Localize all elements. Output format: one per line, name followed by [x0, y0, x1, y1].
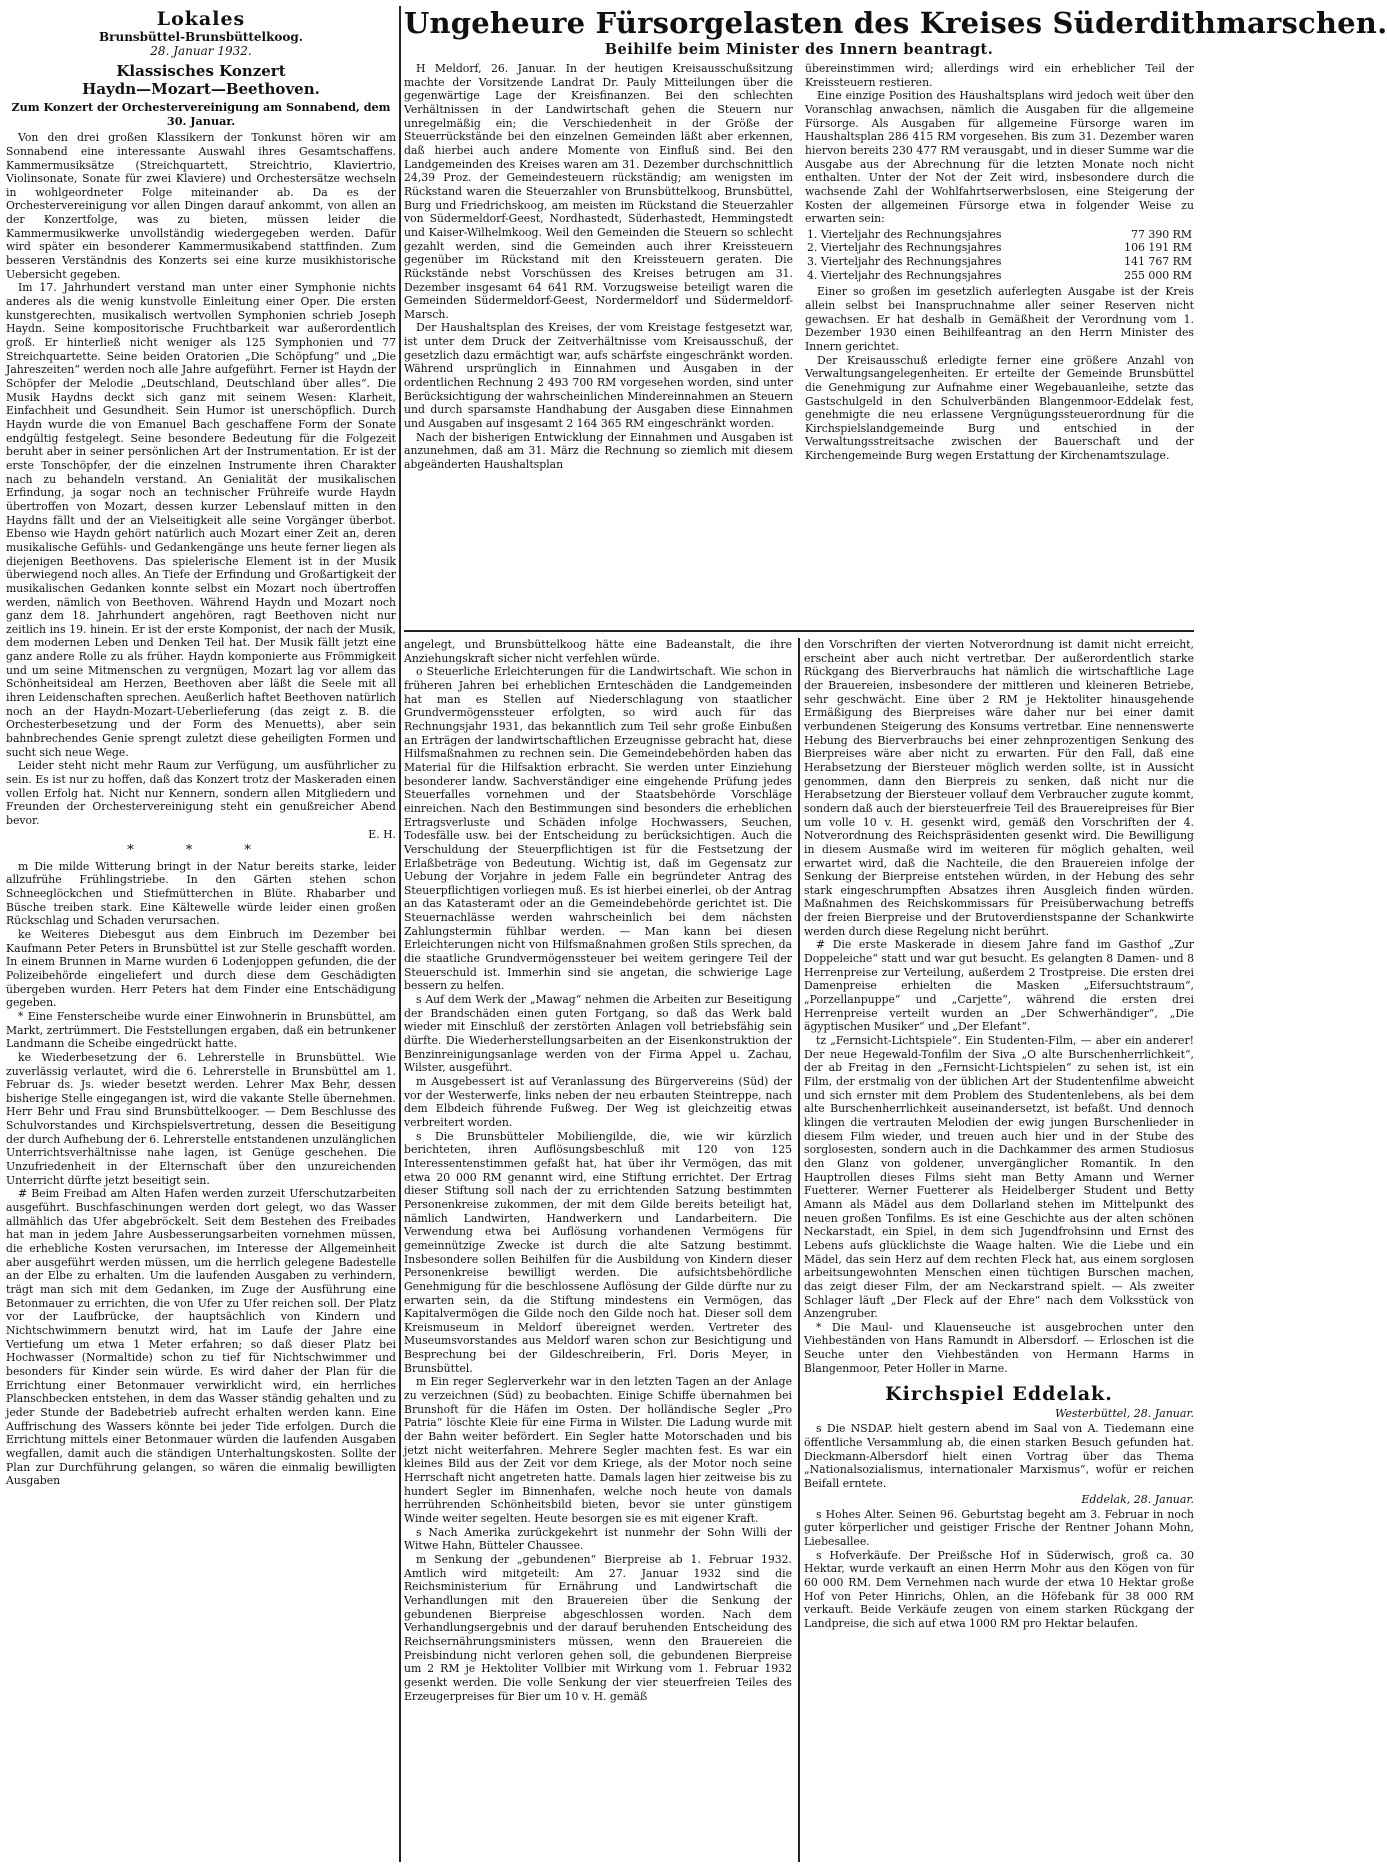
- dateline: Eddelak, 28. Januar.: [1081, 1492, 1194, 1506]
- quarter-row: [805, 228, 1194, 242]
- news-item: * Die Maul- und Klauenseuche ist ausgebrochen unter den Viehbeständen von Hans Ramundt in Albersdorf. — Erloschen ist die Seuche unter den Viehbeständen von Hermann Harms in Blangenmoor, Peter Holler in Marne.: [804, 1320, 1194, 1375]
- news-item: # Beim Freibad am Alten Hafen werden zurzeit Uferschutzarbeiten ausgeführt. Buschfaschinungen werden dort gelegt, wo das Wasser allmählich das Ufer abgebröckelt. Seit dem Bestehen des Freibades hat man in jedem Jahre Ausbesserungsarbeiten vornehmen müssen, die erhebliche Kosten verursachen, im Interesse der Allgemeinheit aber ausgeführt werden müssen, um die herrlich gelegene Badestelle an der Elbe zu erhalten. Um die laufenden Ausgaben zu verhindern, trägt man sich mit dem Gedanken, im Zuge der Ausführung eine Betonmauer zu errichten, die von Ufer zu Ufer reichen soll. Der Platz vor der Laufbrücke, der hauptsächlich von Kindern und Nichtschwimmern benutzt wird, hat im Laufe der Jahre eine Vertiefung um etwa 1 Meter erfahren; so daß dieser Platz bei Hochwasser (Normaltide) schon zu tief für Nichtschwimmer und besonders für Kinder sein würde. Es wird daher der Plan für die Errichtung einer Betonmauer verwirklicht wird, ein herrliches Planschbecken entstehen, in dem das Wasser ständig gehalten und zu jeder Stunde der Badebetrieb aufrecht erhalten werden kann. Eine Auffrischung des Wassers könnte bei jeder Tide erfolgen. Durch die Errichtung mittels einer Betonmauer würden die laufenden Ausgaben wegfallen, damit auch die ständigen Unterhaltungskosten. Sollte der Plan zur Durchführung gelangen, so wären die einmalig bewilligten Ausgaben: [6, 1187, 396, 1488]
- news-item: angelegt, und Brunsbüttelkoog hätte eine Badeanstalt, die ihre Anziehungskraft sicher nicht verfehlen würde.: [404, 638, 792, 665]
- main-subheadline: Beihilfe beim Minister des Innern beantragt.: [604, 41, 994, 58]
- column-rule: [798, 638, 800, 1862]
- dateline: Brunsbüttel-Brunsbüttelkoog.: [99, 30, 303, 44]
- article-paragraph: übereinstimmen wird; allerdings wird ein erheblicher Teil der Kreissteuern restieren.: [805, 62, 1194, 89]
- news-item: s Auf dem Werk der „Mawag“ nehmen die Arbeiten zur Beseitigung der Brandschäden einen guten Fortgang, so daß das Werk bald wieder mit Einschluß der zerstörten Anlagen voll betriebsfähig sein dürfte. Die Wiederherstellungsarbeiten an der Eisenkonstruktion der Benzinreinigungsanlage werden von der Firma Appel u. Zachau, Wilster, ausgeführt.: [404, 993, 792, 1075]
- news-item: # Die erste Maskerade in diesem Jahre fand im Gasthof „Zur Doppeleiche“ statt und war gut besucht. Es gelangten 8 Damen- und 8 Herrenpreise zur Verteilung, außerdem 2 Trostpreise. Die ersten drei Damenpreise erhielten die Masken „Eifersuchtstraum“, „Porzellanpuppe“ und „Carjette“, während die ersten drei Herrenpreise verteilt wurden an „Der Schwerhändiger“, „Die ägyptischen Musiker“ und „Der Elefant“.: [804, 938, 1194, 1034]
- concert-subheading: Haydn—Mozart—Beethoven.: [82, 80, 320, 98]
- quarter-row: [805, 255, 1194, 269]
- section-title-kirchspiel: Kirchspiel Eddelak.: [885, 1383, 1113, 1406]
- news-item: s Nach Amerika zurückgekehrt ist nunmehr der Sohn Willi der Witwe Hahn, Bütteler Chaussee.: [404, 1525, 792, 1553]
- concert-paragraph: Von den drei großen Klassikern der Tonkunst hören wir am Sonnabend eine interessante Auswahl ihres Gesamtschaffens. Kammermusiksätze (Streichquartett, Streichtrio, Klaviertrio, Violinsonate, Sonate für zwei Klaviere) und Orchestersätze wechseln in wohlgeordneter Folge miteinander ab. Da es der Orchestervereinigung vor allen Dingen darauf ankommt, von allen an der Konzertfolge, was zu bieten, müssen leider die Kammermusikwerke unvollständig wiedergegeben werden. Dafür wird später ein besonderer Kammermusikabend stattfinden. Zum besseren Verständnis des Konzerts sei eine kurze musikhistorische Uebersicht gegeben.: [6, 131, 396, 281]
- news-item: s Die Brunsbütteler Mobiliengilde, die, wie wir kürzlich berichteten, ihren Auflösungsbeschluß mit 120 von 125 Interessentenstimmen gefaßt hat, hat über ihr Vermögen, das mit etwa 20 000 RM genannt wird, eine Stiftung errichtet. Der Ertrag dieser Stiftung soll nach der zu errichtenden Satzung bestimmten Personenkreise zukommen, der mit dem Gilde bereits beteiligt hat, nämlich Landwirten, Handwerkern und Landarbeitern. Die Verwendung etwa bei Auflösung vorhandenen Vermögens für gemeinnützige Zwecke ist durch die alte Satzung bestimmt. Insbesondere sollen Beihilfen für die Ausbildung von Kindern dieser Personenkreise bewilligt werden. Die aufsichtsbehördliche Genehmigung für die beschlossene Auflösung der Gilde dürfte nur zu erwarten sein, da die Stiftung mindestens ein Vermögen, das Kapitalvermögen die Gilde noch den Gilde noch hat. Dieser soll dem Kreismuseum in Meldorf übereignet werden. Vertreter des Museumsvorstandes aus Meldorf waren schon zur Besichtigung und Besprechung bei der Gildeschreiberin, Frl. Doris Meyer, in Brunsbüttel.: [404, 1129, 792, 1375]
- quarter-value: 255 000 RM: [1124, 268, 1192, 282]
- news-item: ke Wiederbesetzung der 6. Lehrerstelle in Brunsbüttel. Wie zuverlässig verlautet, wird die 6. Lehrerstelle in Brunsbüttel am 1. Februar ds. Js. wieder besetzt werden. Lehrer Max Behr, dessen bisherige Stelle eingegangen ist, wird die vakante Stelle übernehmen. Herr Behr und Frau sind Brunsbüttelkooger. — Dem Beschlusse des Schulvorstandes und Kirchspielsvertretung, dessen die Beseitigung der durch Aufhebung der 6. Lehrerstelle entstandenen unzulänglichen Unterrichtsverhältnisse nahe lagen, ist Genüge geschehen. Die Unzufriedenheit in der Elternschaft über den unzureichenden Unterricht dürfte jetzt beseitigt sein.: [6, 1050, 396, 1187]
- article-paragraph: Einer so großen im gesetzlich auferlegten Ausgabe ist der Kreis allein selbst bei Inanspruchnahme aller seiner Reserven nicht gewachsen. Er hat deshalb in Gemäßheit der Verordnung vom 1. Dezember 1930 einen Beihilfeantrag an den Herrn Minister des Innern gerichtet.: [805, 285, 1194, 353]
- news-item: tz „Fernsicht-Lichtspiele“. Ein Studenten-Film, — aber ein anderer! Der neue Hegewald-Tonfilm der Siva „O alte Burschenherrlichkeit“, der ab Freitag in den „Fernsicht-Lichtspielen“ zu sehen ist, ist ein Film, der erstmalig von der üblichen Art der Studentenfilme abweicht und sich ernster mit dem Problem des Studentenlebens, als bei dem alte Burschenherrlichkeit auseinandersetzt, ist befaßt. Und dennoch klingen die vertrauten Melodien der ewig jungen Burschenlieder in diesem Film wieder, und treuen auch hier und in der Stube des sorglosesten, sondern auch in die Dachkammer des armen Studiosus den Glanz von goldener, unvergänglicher Romantik. In den Hauptrollen dieses Films sieht man Betty Amann und Werner Fuetterer. Werner Fuetterer als Heidelberger Student und Betty Amann als Mädel aus dem Dollarland stehen im Mittelpunkt des neuen großen Tonfilms. Es ist eine Geschichte aus der alten schönen Neckarstadt, ein Spiel, in dem sich Jugendfrohsinn und Ernst des Lebens aufs glücklichste die Waage halten. Wie die Liebe und ein Mädel, das sein Herz auf dem rechten Fleck hat, aus einem sorglosen arbeitsungewohnten Menschen einen tüchtigen Burschen machen, das zeigt dieser Film, der am Neckarstrand spielt. — Als zweiter Schlager läuft „Der Fleck auf der Ehre“ nach dem Volksstück von Anzengruber.: [804, 1034, 1194, 1321]
- quarter-row: [805, 241, 1194, 255]
- article-paragraph: Nach der bisherigen Entwicklung der Einnahmen und Ausgaben ist anzunehmen, daß am 31. März die Rechnung so ziemlich mit diesem abgeänderten Haushaltsplan: [404, 430, 793, 472]
- quarter-label: 3. Vierteljahr des Rechnungsjahres: [807, 255, 1002, 269]
- concert-intro: Zum Konzert der Orchestervereinigung am Sonnabend, dem 30. Januar.: [11, 100, 391, 128]
- column-rule: [399, 6, 401, 1862]
- quarter-value: 77 390 RM: [1131, 227, 1192, 241]
- concert-paragraph: Leider steht nicht mehr Raum zur Verfügung, um ausführlicher zu sein. Es ist nur zu hoffen, daß das Konzert trotz der Maskeraden einen vollen Erfolg hat. Nicht nur Kennern, sondern allen Mitgliedern und Freunden der Orchestervereinigung steht ein genußreicher Abend bevor.: [6, 759, 396, 827]
- article-paragraph: H Meldorf, 26. Januar. In der heutigen Kreisausschußsitzung machte der Vorsitzende Landrat Dr. Pauly Mitteilungen über die gegenwärtige Lage der Kreisfinanzen. Bei den schlechten Verhältnissen in der Landwirtschaft gehen die Steuern nur unregelmäßig ein; die Verschiedenheit in der Größe der Steuerrückstände bei den einzelnen Gemeinden läßt aber erkennen, daß hierbei auch andere Momente von Einfluß sind. Bei den Landgemeinden des Kreises waren am 31. Dezember durchschnittlich 24,39 Proz. der Gemeindesteuern rückständig; am wenigsten im Rückstand waren die Steuerzahler von Brunsbüttelkoog, Brunsbüttel, Burg und Friedrichskoog, am meisten im Rückstand die Steuerzahler von Südermeldorf-Geest, Nordhastedt, Süderhastedt, Hemmingstedt und Kaiser-Wilhelmkoog. Weil den Gemeinden die Steuern so schlecht gezahlt werden, sind die Gemeinden auch ihrer Kreissteuern gegenüber im Rückstand mit den Kreissteuern geraten. Die Rückstände nebst Vorschüssen des Kreises betrugen am 31. Dezember insgesamt 64 641 RM. Vorzugsweise beteiligt waren die Gemeinden Südermeldorf-Geest, Nordermeldorf und Südermeldorf-Marsch.: [404, 62, 793, 321]
- quarter-value: 141 767 RM: [1124, 255, 1192, 269]
- concert-heading: Klassisches Konzert: [116, 62, 286, 80]
- article-paragraph: Der Haushaltsplan des Kreises, der vom Kreistage festgesetzt war, ist unter dem Druck der Zeitverhältnisse vom Kreisausschuß, der gesetzlich dazu ermächtigt war, aufs schärfste eingeschränkt worden. Während ursprünglich in Einnahmen und Ausgaben in der ordentlichen Rechnung 2 493 700 RM vorgesehen worden, sind unter Berücksichtigung der wahrscheinlichen Mindereinnahmen an Steuern und durch sparsamste Handhabung der Ausgaben diese Einnahmen und Ausgaben auf insgesamt 2 164 365 RM eingeschränkt worden.: [404, 321, 793, 431]
- quarter-label: 2. Vierteljahr des Rechnungsjahres: [807, 241, 1002, 255]
- news-item: o Steuerliche Erleichterungen für die Landwirtschaft. Wie schon in früheren Jahren bei erheblichen Ernteschäden die Landgemeinden hat man es Stellen auf Niederschlagung von staatlicher Grundvermögenssteuer erfolgten, so wird auch für das Rechnungsjahr 1931, das bekanntlich zum Teil sehr große Einbußen an Erträgen der landwirtschaftlichen Erzeugnisse gebracht hat, diese Hilfsmaßnahmen zu rechnen sein. Die Gemeindebehörden haben das Material für die Hilfsaktion erbracht. Sie werden unter Einziehung besonderer landw. Sachverständiger eine eingehende Prüfung jedes Steuerfalles vornehmen und der Staatsbehörde Vorschläge einreichen. Nach den Bestimmungen sind besonders die erheblichen Ertragsverluste und Schäden infolge Hochwassers, Seuchen, Todesfälle usw. bei der Entscheidung zu berücksichtigen. Auch die Verschuldung der Steuerpflichtigen ist für die Festsetzung der Erlaßbeträge von Bedeutung. Wichtig ist, daß im Gegensatz zur Uebung der Vorjahre in jedem Falle ein begründeter Antrag des Steuerpflichtigen vorliegen muß. Es ist hierbei einerlei, ob der Antrag an das Katasteramt oder an die Gemeindebehörde gerichtet ist. Die Steuernachlässe werden wahrscheinlich bei dem nächsten Zahlungstermin fühlbar werden. — Man kann bei diesen Erleichterungen nicht von Hilfsmaßnahmen großen Stils sprechen, da die staatliche Grundvermögenssteuer bei weitem geringere Teil der Steuerschuld ist. Immerhin sind sie angetan, die schwierige Lage bessern zu helfen.: [404, 665, 792, 993]
- concert-paragraph: Im 17. Jahrhundert verstand man unter einer Symphonie nichts anderes als die wenig kunstvolle Einleitung einer Oper. Die ersten kunstgerechten, musikalisch wertvollen Symphonien schrieb Joseph Haydn. Seine kompositorische Fruchtbarkeit war außerordentlich groß. Er hinterließ nicht weniger als 125 Symphonien und 77 Streichquartette. Seine beiden Oratorien „Die Schöpfung“ und „Die Jahreszeiten“ werden noch alle Jahre aufgeführt. Ferner ist Haydn der Schöpfer der Melodie „Deutschland, Deutschland über alles“. Die Musik Haydns deckt sich ganz mit seinem Wesen: Klarheit, Einfachheit und Gesundheit. Sein Humor ist unerschöpflich. Durch Haydn wurde die von Emanuel Bach geschaffene Form der Sonate endgültig festgelegt. Seine besondere Bedeutung für die Folgezeit beruht aber in seiner persönlichen Art der Instrumentation. Er ist der erste Tonschöpfer, der die einzelnen Instrumente ihren Charakter nach zu behandeln verstand. An Genialität der musikalischen Erfindung, ja sogar noch an technischer Frühreife wurde Haydn übertroffen von Mozart, dessen kurzer Lebenslauf mitten in den Haydns fällt und der an Vielseitigkeit alle seine Vorgänger überbot. Ebenso wie Haydn gehört natürlich auch Mozart einer Zeit an, deren musikalische Gefühls- und Gedankengänge uns heute ferner liegen als diejenigen Beethovens. Das spielerische Element ist in der Musik überwiegend noch alles. An Tiefe der Erfindung und Großartigkeit der musikalischen Gedanken konnte selbst ein Mozart noch übertroffen werden, nämlich von Beethoven. Während Haydn und Mozart noch ganz dem 18. Jahrhundert angehören, ragt Beethoven nicht nur zeitlich ins 19. hinein. Er ist der erste Komponist, der nach der Musik, dem modernen Leben und Denken Teil hat. Der Musik fällt jetzt eine ganz andere Rolle zu als früher. Haydn komponierte aus Frömmigkeit und um seine Mitmenschen zu vergnügen, Mozart lag vor allem das Schönheitsideal am Herzen, Beethoven aber läßt die Seele mit all ihren Leidenschaften sprechen. Aeußerlich haftet Beethoven natürlich noch an der Haydn-Mozart-Ueberlieferung (das zeigt z. B. die Orchesterbesetzung und der Form des Menuetts), aber sein bahnbrechendes Genie sprengt zuletzt diese geheiligten Formen und sucht sich neue Wege.: [6, 281, 396, 759]
- lokales-column: [6, 6, 396, 1488]
- article-paragraph: Der Kreisausschuß erledigte ferner eine größere Anzahl von Verwaltungsangelegenheiten. Er erteilte der Gemeinde Brunsbüttel die Genehmigung zur Aufnahme einer Wegebauanleihe, setzte das Gastschulgeld in den Schulverbänden Blangenmoor-Eddelak fest, genehmigte die neu erlassene Vergnügungssteuerordnung für die Kirchspielslandgemeinde Burg und entschied in der Verwaltungsstreitsache zwischen der Bauerschaft und der Kirchengemeinde Burg wegen Erstattung der Kirchenamtszulage.: [805, 353, 1194, 463]
- quarter-value: 106 191 RM: [1124, 241, 1192, 255]
- main-article-column-a: [404, 62, 793, 472]
- dateline: Westerbüttel, 28. Januar.: [1055, 1407, 1194, 1421]
- news-item: ke Weiteres Diebesgut aus dem Einbruch im Dezember bei Kaufmann Peter Peters in Brunsbüttel ist zur Stelle geschafft worden. In einem Brunnen in Marne wurden 6 Lodenjoppen gefunden, die der Polizeibehörde eingeliefert und durch diese dem Geschädigten übergeben wurden. Herr Peters hat dem Finder eine Entschädigung gegeben.: [6, 927, 396, 1010]
- news-item: den Vorschriften der vierten Notverordnung ist damit nicht erreicht, erscheint aber auch nicht vertretbar. Der außerordentlich starke Rückgang des Bierverbrauchs hat nämlich die wirtschaftliche Lage der Brauereien, insbesondere der mittleren und kleineren Betriebe, sehr geschwächt. Eine über 2 RM je Hektoliter hinausgehende Ermäßigung des Bierpreises wäre daher nur bei einer damit verbundenen Steigerung des Konsums vertretbar. Eine nennenswerte Hebung des Bierverbrauchs bei einer zehnprozentigen Senkung des Bierpreises wäre aber nicht zu erwarten. Für den Fall, daß eine Herabsetzung der Biersteuer möglich werden sollte, ist in Aussicht genommen, dann den Bierpreis zu senken, daß nicht nur die Herabsetzung der Biersteuer vollauf dem Verbraucher zugute kommt, sondern daß auch der biersteuerfreie Teil des Brauereipreises für Bier um volle 10 v. H. gesenkt wird, gemäß den Vorschriften der 4. Notverordnung des Reichspräsidenten gesenkt wird. Die Bewilligung in diesem Ausmaße wird im weiteren für möglich gehalten, weil erwartet wird, daß die Nachteile, die den Brauereien infolge der Senkung der Bierpreise entstehen würden, in der Hebung des sehr stark eingeschrumpften Absatzes ihren Ausgleich finden würden. Maßnahmen des Reichskommissars für Preisüberwachung betreffs der freien Bierpreise und der Brutoverdienstspanne der Schankwirte werden durch diese Regelung nicht berührt.: [804, 638, 1194, 938]
- concert-signature: E. H.: [368, 827, 396, 841]
- quarter-row: [805, 269, 1194, 283]
- news-item: m Die milde Witterung bringt in der Natur bereits starke, leider allzufrühe Frühlingstriebe. In den Gärten stehen schon Schneeglöckchen und Stiefmütterchen in Blüte. Rhabarber und Büsche treiben stark. Eine Kältewelle würde leider einen großen Rückschlag und Schaden verursachen.: [6, 859, 396, 928]
- news-item: * Eine Fensterscheibe wurde einer Einwohnerin in Brunsbüttel, am Markt, zertrümmert. Die Feststellungen ergaben, daß ein betrunkener Landmann die Scheibe eingedrückt hatte.: [6, 1009, 396, 1051]
- news-item: m Senkung der „gebundenen“ Bierpreise ab 1. Februar 1932. Amtlich wird mitgeteilt: Am 27. Januar 1932 sind die Reichsministerium für Ernährung und Landwirtschaft die Verhandlungen mit den Brauereien über die Senkung der gebundenen Bierpreise abgeschlossen worden. Nach dem Verhandlungsergebnis und der darauf beruhenden Entscheidung des Reichsernährungsministers müssen, wenn den Brauereien die Preisbindung nicht verloren gehen soll, die gebundenen Bierpreise um 2 RM je Hektoliter Vollbier mit Wirkung vom 1. Februar 1932 gesenkt werden. Die volle Senkung der vier steuerfreien Teiles des Erzeugerpreises für Bier um 10 v. H. gemäß: [404, 1552, 792, 1703]
- main-headline: Ungeheure Fürsorgelasten des Kreises Süderdithmarschen.: [404, 6, 1387, 40]
- quarter-label: 1. Vierteljahr des Rechnungsjahres: [807, 227, 1002, 241]
- news-column-2: [404, 638, 792, 1703]
- separator-stars: * * *: [127, 842, 275, 858]
- main-article-column-b: [805, 62, 1194, 472]
- news-item: m Ein reger Seglerverkehr war in den letzten Tagen an der Anlage zu verzeichnen (Süd) zu beobachten. Einige Schiffe übernahmen bei Brunshoft für die Häfen im Osten. Der holländische Segler „Pro Patria“ löschte Kleie für eine Firma in Wilster. Die Ladung wurde mit der Bahn weiter befördert. Ein Segler hatte Motorschaden und bis jetzt nicht weiterfahren. Mehrere Segler machten fest. Es war ein kleines Bild aus der Zeit vor dem Kriege, als der Motor noch seine Herrschaft nicht angetreten hatte. Damals lagen hier zeitweise bis zu hundert Segler im Binnenhafen, welche noch heute von damals herrührenden Schönheitsbild bieten, bevor sie unter günstigem Winde weiter segelten. Heute besorgen sie es mit eigener Kraft.: [404, 1375, 792, 1525]
- section-title-lokales: Lokales: [156, 8, 246, 30]
- date: 28. Januar 1932.: [150, 44, 252, 58]
- article-rule: [404, 630, 1194, 632]
- quarter-label: 4. Vierteljahr des Rechnungsjahres: [807, 268, 1002, 282]
- news-column-3: [804, 638, 1194, 1631]
- news-item: s Hofverkäufe. Der Preißsche Hof in Süderwisch, groß ca. 30 Hektar, wurde verkauft an einen Herrn Mohr aus den Kögen von für 60 000 RM. Dem Vernehmen nach wurde der etwa 10 Hektar große Hof von Peter Hinrichs, Ohlen, an die Höfebank für 38 000 RM verkauft. Beide Verkäufe zeugen von einem starken Rückgang der Landpreise, die sich auf etwa 1000 RM pro Hektar belaufen.: [804, 1548, 1194, 1630]
- news-item: s Die NSDAP. hielt gestern abend im Saal von A. Tiedemann eine öffentliche Versammlung ab, die einen starken Besuch gefunden hat. Dieckmann-Albersdorf hielt einen Vortrag über das Thema „Nationalsozialismus, internationaler Marxismus“, wofür er reichen Beifall erntete.: [804, 1422, 1194, 1491]
- quarter-table: [805, 228, 1194, 282]
- news-item: m Ausgebessert ist auf Veranlassung des Bürgervereins (Süd) der vor der Westerwerfe, links neben der neu erbauten Steintreppe, nach dem Elbdeich führende Fußweg. Der Weg ist gleichzeitig etwas verbreitert worden.: [404, 1075, 792, 1129]
- news-item: s Hohes Alter. Seinen 96. Geburtstag begeht am 3. Februar in noch guter körperlicher und geistiger Frische der Rentner Johann Mohn, Liebesallee.: [804, 1507, 1194, 1549]
- article-paragraph: Eine einzige Position des Haushaltsplans wird jedoch weit über den Voranschlag anwachsen, nämlich die Ausgaben für die allgemeine Fürsorge. Als Ausgaben für allgemeine Fürsorge waren im Haushaltsplan 286 415 RM vorgesehen. Bis zum 31. Dezember waren hiervon bereits 230 477 RM verausgabt, und in dieser Summe war die Ausgabe aus der Abrechnung für die letzten Monate noch nicht enthalten. Unter der Not der Zeit wird, insbesondere durch die wachsende Zahl der Wohlfahrtserwerbslosen, eine Steigerung der Kosten der allgemeinen Fürsorge etwa in folgender Weise zu erwarten sein:: [805, 89, 1194, 226]
- main-article: [404, 6, 1387, 472]
